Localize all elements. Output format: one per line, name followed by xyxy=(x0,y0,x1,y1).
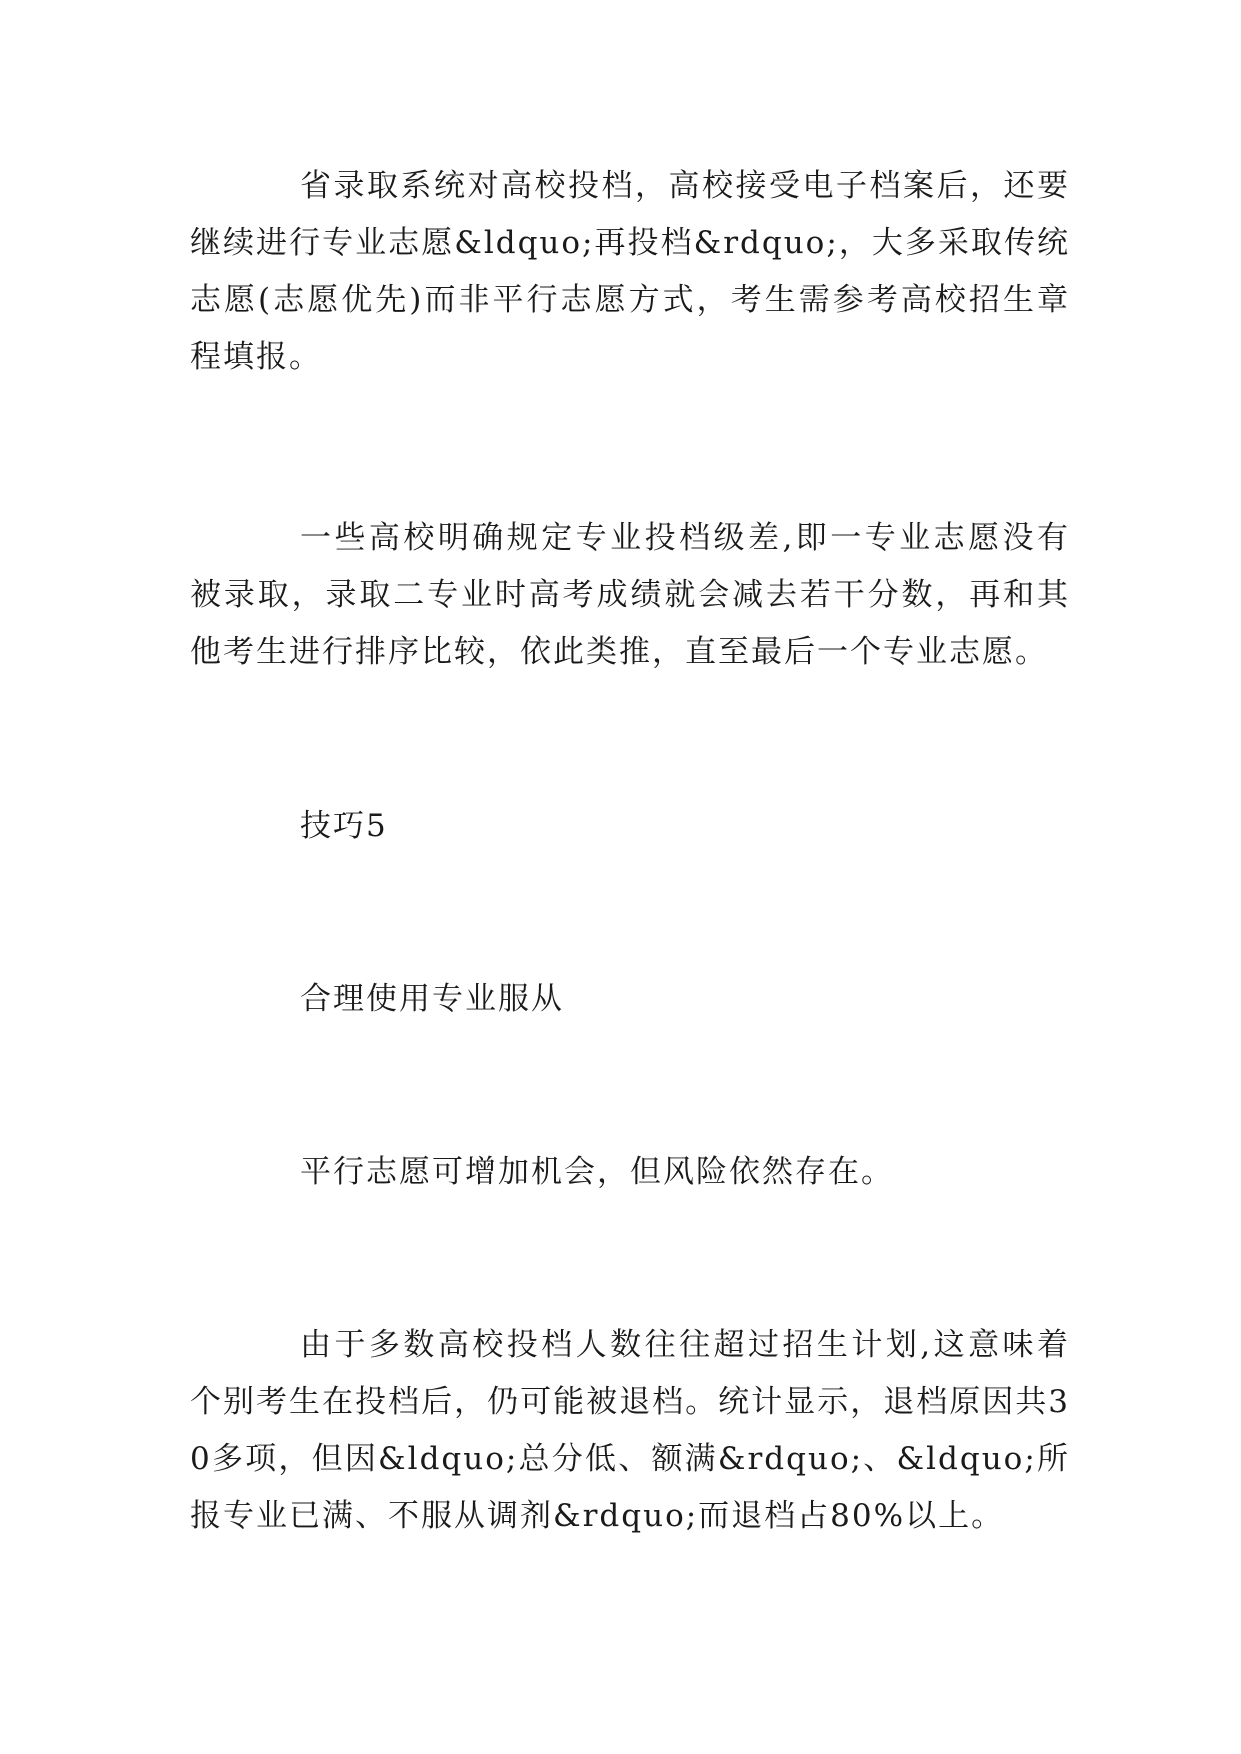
paragraph-admission-system: 省录取系统对高校投档，高校接受电子档案后，还要继续进行专业志愿&ldquo;再投档&rdquo;，大多采取传统志愿(志愿优先)而非平行志愿方式，考生需参考高校招生章程填报。 xyxy=(190,168,1070,375)
tip-heading: 技巧5 xyxy=(300,808,388,844)
paragraph-major-gap: 一些高校明确规定专业投档级差,即一专业志愿没有被录取，录取二专业时高考成绩就会减去若干分数，再和其他考生进行排序比较，依此类推，直至最后一个专业志愿。 xyxy=(190,520,1070,670)
tip-title: 合理使用专业服从 xyxy=(300,981,564,1017)
paragraph-parallel-risk: 平行志愿可增加机会，但风险依然存在。 xyxy=(300,1154,894,1190)
paragraph-withdrawal-stats: 由于多数高校投档人数往往超过招生计划,这意味着个别考生在投档后，仍可能被退档。统计显示，退档原因共30多项，但因&ldquo;总分低、额满&rdquo;、&ldquo;所报专业已满、不服从调剂&rdquo;而退档占80%以上。 xyxy=(190,1327,1070,1534)
